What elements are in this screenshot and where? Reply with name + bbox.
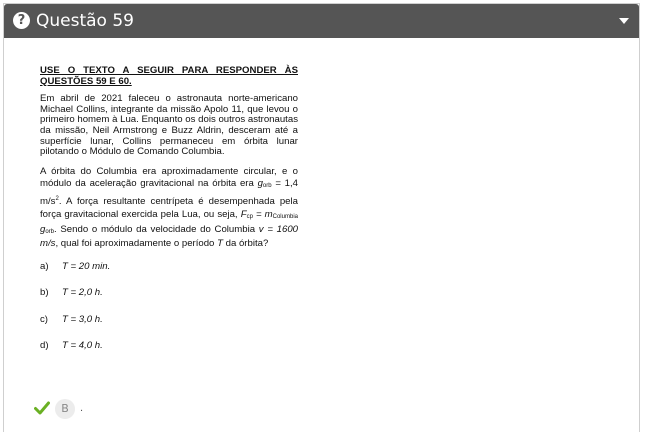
velocity-equation: v = 1600 m/s bbox=[40, 223, 298, 250]
p2-line1: A órbita do Columbia era aproximadamente circular, e o módulo da aceleração gravitacional na órbita era bbox=[40, 165, 298, 190]
option-letter: b) bbox=[40, 287, 49, 299]
answer-options bbox=[40, 261, 298, 367]
p2-text3: . Sendo o módulo da velocidade do Columbia bbox=[54, 223, 256, 235]
orb-subscript: orb bbox=[262, 183, 272, 190]
answer-suffix: . bbox=[80, 402, 84, 414]
option-letter: c) bbox=[40, 313, 48, 325]
g-vector: g bbox=[40, 223, 46, 235]
instruction-text: USE O TEXTO A SEGUIR PARA RESPONDER ÀS QUESTÕES 59 E 60. bbox=[40, 65, 298, 87]
question-circle-icon: ? bbox=[13, 12, 30, 29]
g-value: = 1,4 m/s bbox=[40, 178, 298, 208]
cp-subscript: cp bbox=[246, 213, 253, 220]
eq-m: = m bbox=[252, 208, 273, 220]
p2-text5: da órbita? bbox=[225, 238, 269, 250]
question-title: Questão 59 bbox=[36, 11, 134, 31]
option-letter: a) bbox=[40, 260, 49, 272]
g-symbol: g bbox=[257, 178, 263, 190]
paragraph-physics bbox=[40, 166, 298, 251]
t-symbol: T bbox=[217, 238, 223, 250]
option-letter: d) bbox=[40, 340, 49, 352]
orb-subscript-2: orb bbox=[45, 228, 55, 235]
columbia-subscript: Columbia bbox=[272, 213, 298, 220]
f-symbol: F bbox=[240, 208, 247, 220]
question-content bbox=[40, 66, 298, 367]
squared-superscript: 2 bbox=[55, 196, 59, 203]
option-a[interactable] bbox=[40, 261, 298, 288]
option-value: T = 2,0 h. bbox=[62, 287, 103, 299]
option-value: T = 3,0 h. bbox=[62, 313, 103, 325]
option-value: T = 4,0 h. bbox=[62, 340, 103, 352]
option-c[interactable] bbox=[40, 314, 298, 341]
answer-letter-badge: B bbox=[55, 399, 75, 419]
check-icon bbox=[34, 401, 50, 415]
question-header[interactable] bbox=[4, 4, 639, 38]
p2-text2: . A força resultante centrípeta é desempenhada pela força gravitacional exercida pela Lua, ou seja, bbox=[40, 196, 298, 220]
option-b[interactable] bbox=[40, 287, 298, 314]
option-value: T = 20 min. bbox=[62, 260, 111, 272]
p2-text4: , qual foi aproximadamente o período bbox=[55, 238, 215, 250]
caret-down-icon[interactable] bbox=[619, 18, 629, 24]
paragraph-intro: Em abril de 2021 faleceu o astronauta norte-americano Michael Collins, integrante da missão Apolo 11, que levou o primeiro homem à Lua. Enquanto os dois outros astronautas da missão, Neil Armstrong e Buzz Aldrin, desceram até a superfície lunar, Collins permaneceu em órbita lunar pilotando o Módulo de Comando Columbia. bbox=[40, 93, 298, 158]
option-d[interactable] bbox=[40, 340, 298, 367]
